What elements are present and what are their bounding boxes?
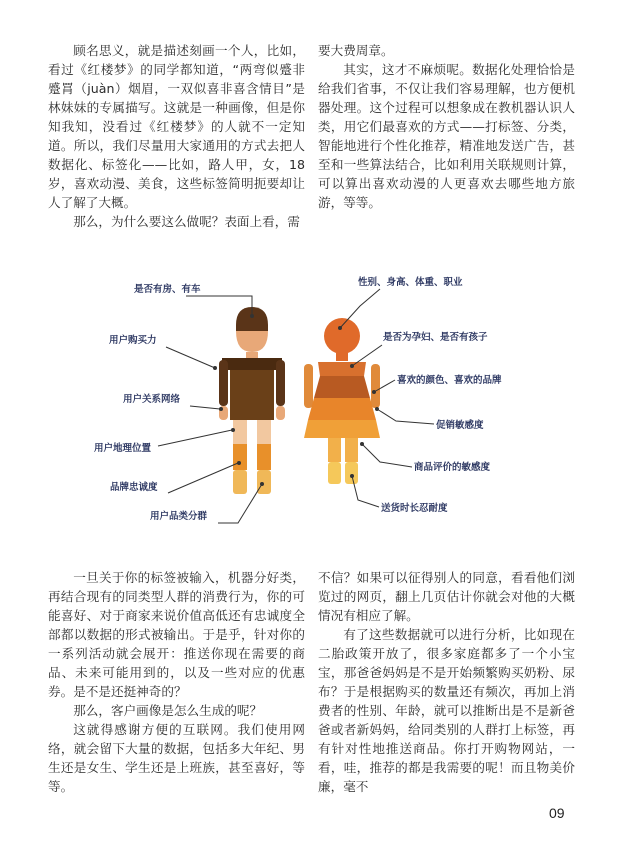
connector-line bbox=[362, 444, 412, 467]
man-right-leg-upper bbox=[257, 420, 271, 444]
label-category-segment: 用户品类分群 bbox=[150, 511, 208, 522]
woman-left-arm bbox=[304, 364, 313, 408]
paragraph: 那么，客户画像是怎么生成的呢？ bbox=[73, 703, 263, 718]
text-column-top-left bbox=[48, 41, 305, 231]
connector-line bbox=[158, 430, 232, 446]
connector-dot bbox=[260, 482, 264, 486]
man-right-foot bbox=[257, 470, 271, 494]
label-color-brand: 喜欢的颜色、喜欢的品牌 bbox=[397, 375, 502, 386]
man-shoulders bbox=[222, 358, 282, 370]
connector-dot bbox=[219, 407, 223, 411]
man-right-hand bbox=[276, 406, 285, 420]
label-geo-location: 用户地理位置 bbox=[94, 443, 152, 454]
label-purchasing-power: 用户购买力 bbox=[109, 335, 157, 346]
paragraph: 一旦关于你的标签被输入，机器分好类，再结合现有的同类型人群的消费行为，你的可能喜好、对于商家来说价值高低还有忠诚度全部都以数据的形式被输出。于是乎，针对你的一系列活动就会展开：推送你现在需要的商品、未来可能用到的，以及一些对应的优惠券。是不是还挺神奇的？ bbox=[48, 570, 305, 699]
connector-dot bbox=[350, 474, 354, 478]
woman-right-leg bbox=[345, 438, 358, 462]
connector-dot bbox=[237, 461, 241, 465]
connector-dot bbox=[213, 366, 217, 370]
man-left-leg-upper bbox=[233, 420, 247, 444]
label-house-car: 是否有房、有车 bbox=[134, 284, 201, 295]
woman-skirt-lower bbox=[304, 420, 380, 438]
man-right-leg-mid bbox=[257, 444, 271, 470]
paragraph: 那么，为什么要这么做呢？表面上看，需 bbox=[73, 214, 300, 229]
label-delivery-tolerance: 送货时长忍耐度 bbox=[381, 503, 448, 514]
paragraph: 要大费周章。 bbox=[318, 43, 394, 58]
label-review-sensitivity: 商品评价的敏感度 bbox=[414, 462, 491, 473]
paragraph: 有了这些数据就可以进行分析，比如现在二胎政策开放了，很多家庭都多了一个小宝宝，那爸爸妈妈是不是开始频繁购买奶粉、尿布？于是根据购买的数量还有频次，再加上消费者的性别、年龄，就可以推断出是不是新爸爸或者新妈妈，给同类别的人群打上标签，再有针对性地推送商品。你打开购物网站，一看，哇，推荐的都是我需要的呢！而且物美价廉，毫不 bbox=[318, 627, 575, 794]
connector-line bbox=[377, 409, 434, 424]
man-face bbox=[236, 331, 268, 352]
label-gender-height: 性别、身高、体重、职业 bbox=[358, 277, 463, 288]
page-number: 09 bbox=[549, 805, 565, 821]
woman-left-foot bbox=[328, 462, 341, 484]
man-left-leg-mid bbox=[233, 444, 247, 470]
woman-figure bbox=[304, 318, 380, 484]
man-torso bbox=[230, 370, 274, 420]
label-promo-sensitivity: 促销敏感度 bbox=[436, 420, 484, 431]
connector-dot bbox=[250, 314, 254, 318]
woman-skirt-upper bbox=[308, 398, 376, 420]
paragraph: 不信？如果可以征得别人的同意，看看他们浏览过的网页，翻上几页估计你就会对他的大概情况有相应了解。 bbox=[318, 570, 575, 623]
woman-head bbox=[324, 318, 360, 354]
connector-dot bbox=[350, 364, 354, 368]
label-pregnant-children: 是否为孕妇、是否有孩子 bbox=[383, 332, 488, 343]
text-column-bottom-right bbox=[318, 568, 575, 796]
woman-chest bbox=[314, 376, 370, 398]
connector-line bbox=[190, 406, 220, 409]
paragraph: 其实，这才不麻烦呢。数据化处理恰恰是给我们省事，不仅让我们容易理解，也方便机器处理。这个过程可以想象成在教机器认识人类，用它们最喜欢的方式——打标签、分类，智能地进行个性化推荐，精准地发送广告，甚至和一些算法结合，比如利用关联规则计算，可以算出喜欢动漫的人更喜欢去哪些地方旅游，等等。 bbox=[318, 62, 575, 210]
woman-neck bbox=[336, 353, 348, 361]
paragraph: 这就得感谢方便的互联网。我们使用网络，就会留下大量的数据，包括多大年纪、男生还是女生、学生还是上班族，甚至喜好，等等。 bbox=[48, 722, 305, 794]
customer-profile-figure bbox=[0, 250, 636, 550]
connector-dot bbox=[231, 428, 235, 432]
label-relationship-network: 用户关系网络 bbox=[123, 394, 181, 405]
connector-dot bbox=[372, 390, 376, 394]
connector-dot bbox=[375, 407, 379, 411]
text-column-top-right bbox=[318, 41, 575, 212]
woman-shoulders bbox=[318, 362, 366, 376]
woman-right-foot bbox=[345, 462, 358, 484]
text-column-bottom-left bbox=[48, 568, 305, 796]
paragraph: 顾名思义，就是描述刻画一个人，比如，看过《红楼梦》的同学都知道，“两弯似蹙非蹙罥（juàn）烟眉，一双似喜非喜含情目”是林妹妹的专属描写。这就是一种画像，但是你知我知，没看过《红楼梦》的人就不一定知道。所以，我们尽量用大家通用的方式去把人数据化、标签化——比如，路人甲，女，18岁，喜欢动漫、美食，这些标签简明扼要却让人了解了大概。 bbox=[48, 43, 305, 210]
connector-line bbox=[352, 345, 382, 366]
woman-right-arm bbox=[371, 364, 380, 408]
connector-line bbox=[166, 347, 215, 368]
man-right-arm bbox=[276, 360, 285, 406]
connector-dot bbox=[360, 442, 364, 446]
man-neck bbox=[246, 352, 258, 358]
woman-left-leg bbox=[328, 438, 341, 462]
man-left-foot bbox=[233, 470, 247, 494]
connector-dot bbox=[338, 326, 342, 330]
man-figure bbox=[219, 307, 285, 494]
man-left-arm bbox=[219, 360, 228, 406]
label-brand-loyalty: 品牌忠诚度 bbox=[110, 482, 158, 493]
connector-line bbox=[168, 463, 238, 493]
